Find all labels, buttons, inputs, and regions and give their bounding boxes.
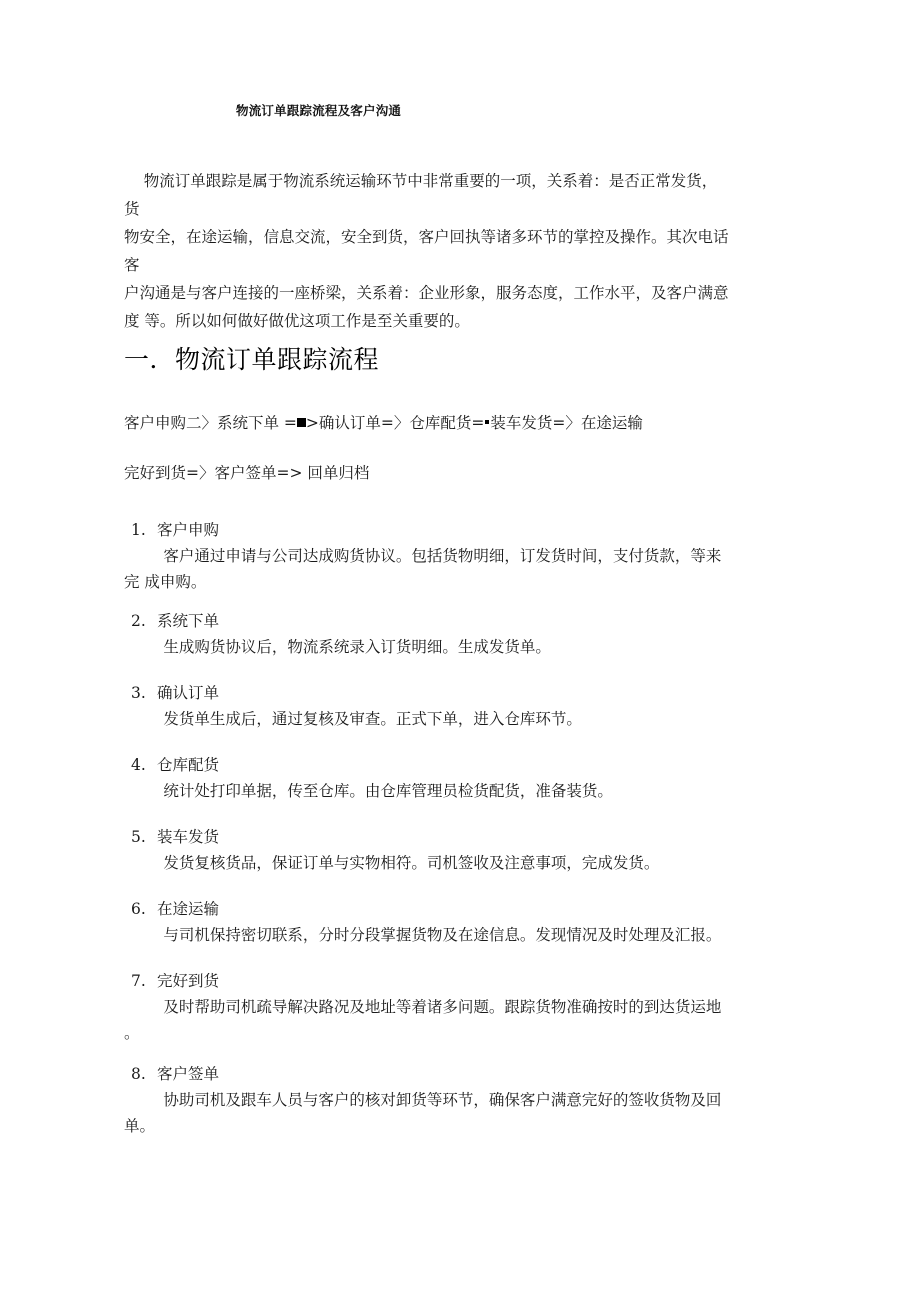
list-item-label: 确认订单 [157, 684, 220, 702]
body-line: 及时帮助司机疏导解决路况及地址等着诸多问题。跟踪货物准确按时的到达货运地 [124, 998, 722, 1016]
list-item-number: 8. [131, 1065, 146, 1083]
list-item-label: 系统下单 [157, 612, 220, 630]
list-item-label: 仓库配货 [157, 756, 220, 774]
body-line: 统计处打印单据，传至仓库。由仓库管理员检货配货，准备装货。 [124, 782, 613, 800]
body-line: 发货复核货品，保证订单与实物相符。司机签收及注意事项，完成发货。 [124, 854, 660, 872]
flow-segment: 装车发货=〉在途运输 [490, 414, 643, 432]
body-line: 客户通过申请与公司达成购货协议。包括货物明细，订发货时间，支付货款，等来 [124, 547, 722, 565]
list-item-body [124, 706, 796, 732]
body-line: 与司机保持密切联系，分时分段掌握货物及在途信息。发现情况及时处理及汇报。 [124, 926, 722, 944]
intro-line: 度 等。所以如何做好做优这项工作是至关重要的。 [124, 312, 470, 330]
list-item-label: 完好到货 [157, 972, 220, 990]
list-item-label: 客户签单 [157, 1065, 220, 1083]
list-item-number: 7. [131, 972, 146, 990]
intro-line: 户沟通是与客户连接的一座桥梁，关系着：企业形象，服务态度，工作水平，及客户满意 [124, 284, 729, 302]
list-item-body [124, 543, 796, 595]
list-item-body [124, 994, 796, 1046]
list-item-number: 6. [131, 900, 146, 918]
list-item-label: 装车发货 [157, 828, 220, 846]
body-line: 发货单生成后，通过复核及审查。正式下单，进入仓库环节。 [124, 710, 582, 728]
flow-segment: 客户申购二〉系统下单 = [124, 414, 297, 432]
intro-paragraph [124, 167, 796, 335]
list-item-body [124, 922, 796, 948]
list-item-body [124, 634, 796, 660]
body-line: 。 [124, 1024, 140, 1042]
flow-segment: >确认订单=〉仓库配货= [305, 414, 485, 432]
list-item-label: 客户申购 [157, 521, 220, 539]
list-item-number: 5. [131, 828, 146, 846]
list-item-number: 2. [131, 612, 146, 630]
list-item-number: 1. [131, 521, 146, 539]
list-item-body [124, 778, 796, 804]
list-item-body [124, 1087, 796, 1139]
bullet-dot-icon [485, 420, 489, 424]
list-item-number: 4. [131, 756, 146, 774]
page-title: 物流订单跟踪流程及客户沟通 [236, 103, 402, 118]
process-flow-line-2: 完好到货=〉客户签单=> 回单归档 [124, 464, 370, 482]
intro-line: 物安全，在途运输，信息交流，安全到货，客户回执等诸多环节的掌控及操作。其次电话 [124, 228, 729, 246]
list-item-number: 3. [131, 684, 146, 702]
intro-line: 物流订单跟踪是属于物流系统运输环节中非常重要的一项，关系着：是否正常发货， [124, 172, 718, 190]
body-line: 生成购货协议后，物流系统录入订货明细。生成发货单。 [124, 638, 551, 656]
list-item-label: 在途运输 [157, 900, 220, 918]
list-item-body [124, 850, 796, 876]
filled-square-icon [297, 418, 306, 427]
intro-line: 货 [124, 200, 140, 218]
section-heading: 一．物流订单跟踪流程 [124, 345, 380, 374]
process-flow-line-1 [124, 411, 643, 435]
body-line: 协助司机及跟车人员与客户的核对卸货等环节，确保客户满意完好的签收货物及回 [124, 1091, 722, 1109]
body-line: 单。 [124, 1117, 156, 1135]
body-line: 完 成申购。 [124, 573, 207, 591]
intro-line: 客 [124, 256, 140, 274]
